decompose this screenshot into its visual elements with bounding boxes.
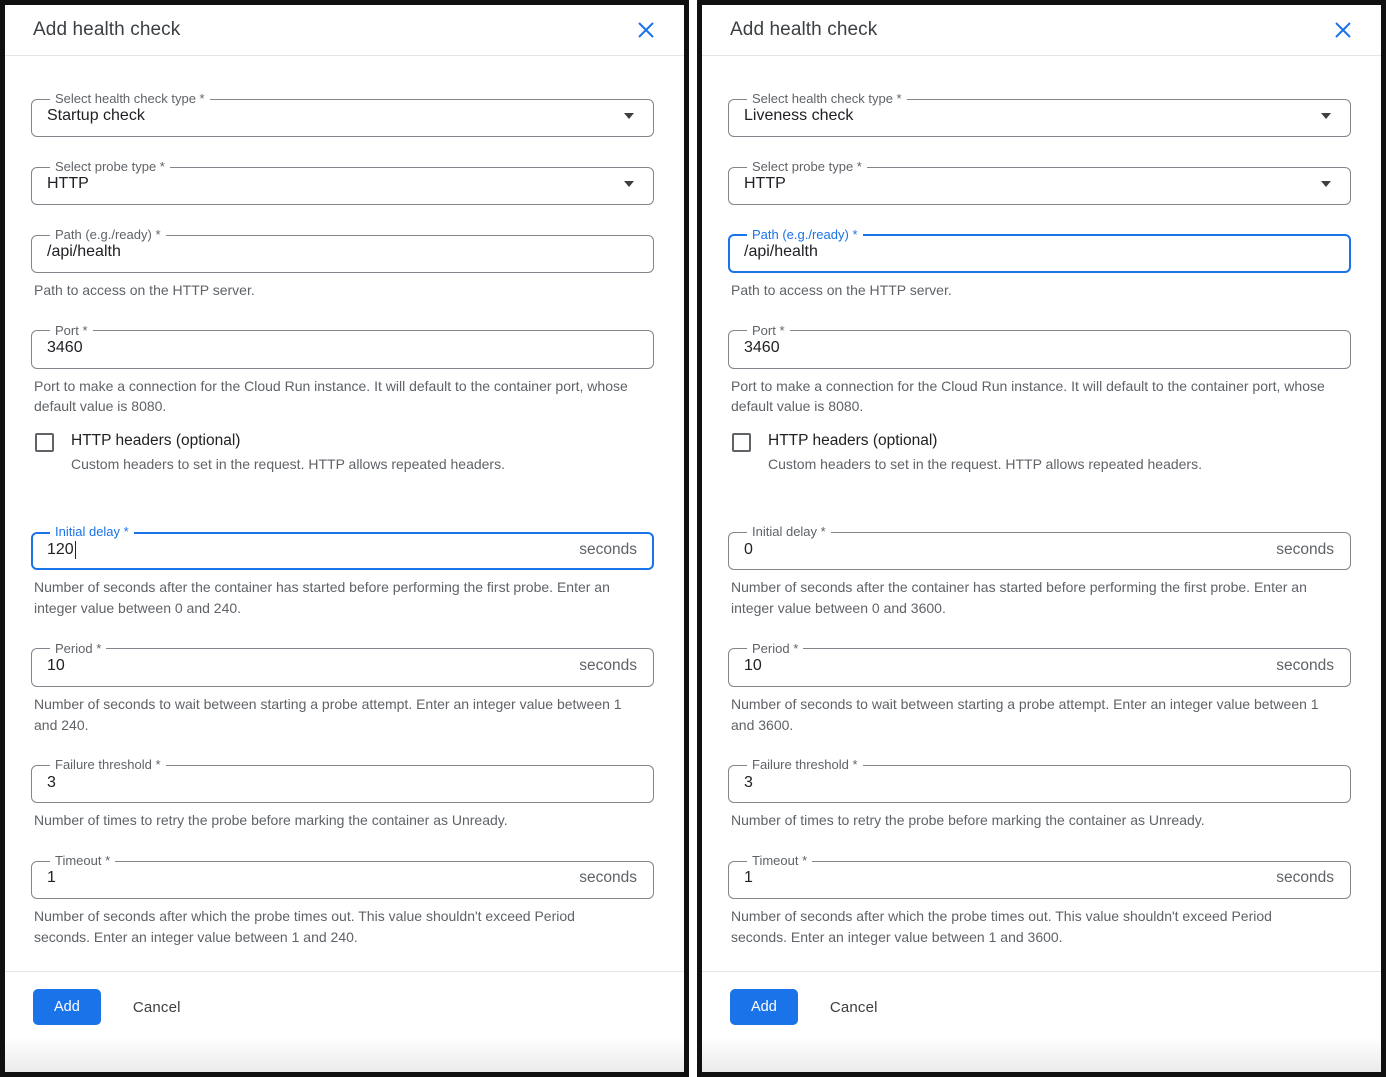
- timeout-value: 1: [744, 869, 753, 887]
- initial-delay-value: 120: [47, 540, 74, 558]
- close-icon: [637, 21, 655, 39]
- text-cursor: [75, 541, 77, 559]
- dialog-title: Add health check: [730, 19, 878, 40]
- http-headers-checkbox[interactable]: [35, 433, 54, 452]
- path-helper-text: Path to access on the HTTP server.: [34, 282, 255, 298]
- period-helper-text: Number of seconds to wait between starting a probe attempt. Enter an integer value between 1 and 3600.: [731, 695, 1319, 733]
- port-value: 3460: [47, 339, 83, 357]
- period-label: Period *: [55, 640, 102, 656]
- close-button[interactable]: [1331, 18, 1355, 42]
- failure-threshold-input[interactable]: [728, 758, 1351, 803]
- initial-delay-label: Initial delay *: [752, 524, 826, 540]
- port-input[interactable]: [728, 324, 1351, 369]
- path-label: Path (e.g./ready) *: [752, 227, 858, 242]
- probe-type-label: Select probe type *: [55, 159, 165, 174]
- port-helper-text: Port to make a connection for the Cloud Run instance. It will default to the container port, whose default value is 8080.: [731, 377, 1325, 415]
- cancel-button[interactable]: Cancel: [829, 998, 878, 1016]
- initial-delay-value: 0: [744, 540, 753, 558]
- health-check-type-label: Select health check type *: [752, 91, 902, 106]
- cancel-button[interactable]: Cancel: [132, 998, 181, 1016]
- add-button[interactable]: Add: [33, 989, 101, 1025]
- probe-type-select[interactable]: [728, 160, 1351, 205]
- health-check-type-select[interactable]: [728, 92, 1351, 137]
- close-button[interactable]: [634, 18, 658, 42]
- port-value: 3460: [744, 339, 780, 357]
- path-value: /api/health: [47, 243, 121, 261]
- failure-threshold-helper-text: Number of times to retry the probe before marking the container as Unready.: [34, 812, 508, 829]
- chevron-down-icon: [1321, 113, 1331, 119]
- initial-delay-input[interactable]: [728, 525, 1351, 570]
- close-icon: [1334, 21, 1352, 39]
- timeout-label: Timeout *: [752, 852, 808, 868]
- seconds-unit-label: seconds: [1276, 657, 1334, 675]
- seconds-unit-label: seconds: [579, 869, 637, 887]
- initial-delay-helper-text: Number of seconds after the container has started before performing the first probe. Enter an integer value between 0 and 240.: [34, 579, 610, 617]
- path-value: /api/health: [744, 243, 818, 261]
- failure-threshold-input[interactable]: [31, 758, 654, 803]
- port-helper-text: Port to make a connection for the Cloud Run instance. It will default to the container port, whose default value is 8080.: [34, 377, 628, 415]
- http-headers-label: HTTP headers (optional): [71, 432, 241, 450]
- path-label: Path (e.g./ready) *: [55, 227, 161, 242]
- failure-threshold-value: 3: [744, 773, 753, 791]
- failure-threshold-value: 3: [47, 773, 56, 791]
- period-value: 10: [47, 657, 65, 675]
- dialog-footer: [5, 971, 684, 1072]
- initial-delay-label: Initial delay *: [55, 524, 129, 540]
- dialog-header: [5, 5, 684, 56]
- path-input[interactable]: [31, 228, 654, 273]
- http-headers-checkbox[interactable]: [732, 433, 751, 452]
- failure-threshold-label: Failure threshold *: [55, 757, 161, 773]
- timeout-helper-text: Number of seconds after which the probe times out. This value shouldn't exceed Period seconds. Enter an integer value between 1 and 240.: [34, 907, 575, 945]
- health-check-type-value: Liveness check: [744, 107, 854, 125]
- health-check-type-select[interactable]: [31, 92, 654, 137]
- probe-type-value: HTTP: [47, 175, 89, 193]
- period-input[interactable]: [31, 642, 654, 687]
- http-headers-label: HTTP headers (optional): [768, 432, 938, 450]
- timeout-input[interactable]: [31, 854, 654, 899]
- chevron-down-icon: [624, 113, 634, 119]
- health-check-type-label: Select health check type *: [55, 91, 205, 106]
- port-label: Port *: [752, 322, 785, 338]
- probe-type-select[interactable]: [31, 160, 654, 205]
- dialog-add-health-check-liveness: [697, 0, 1386, 1077]
- http-headers-option: [35, 431, 654, 474]
- dialog-footer: [702, 971, 1381, 1072]
- seconds-unit-label: seconds: [1276, 869, 1334, 887]
- initial-delay-input[interactable]: [31, 525, 654, 570]
- port-input[interactable]: [31, 324, 654, 369]
- add-button[interactable]: Add: [730, 989, 798, 1025]
- period-value: 10: [744, 657, 762, 675]
- probe-type-value: HTTP: [744, 175, 786, 193]
- health-check-type-value: Startup check: [47, 107, 145, 125]
- initial-delay-helper-text: Number of seconds after the container has started before performing the first probe. Enter an integer value between 0 and 3600.: [731, 579, 1307, 617]
- seconds-unit-label: seconds: [579, 540, 637, 558]
- http-headers-option: [732, 431, 1351, 474]
- seconds-unit-label: seconds: [579, 657, 637, 675]
- period-input[interactable]: [728, 642, 1351, 687]
- failure-threshold-label: Failure threshold *: [752, 757, 858, 773]
- dialog-body: [5, 56, 684, 971]
- http-headers-helper-text: Custom headers to set in the request. HTTP allows repeated headers.: [768, 456, 1202, 473]
- seconds-unit-label: seconds: [1276, 540, 1334, 558]
- port-label: Port *: [55, 322, 88, 338]
- timeout-input[interactable]: [728, 854, 1351, 899]
- timeout-value: 1: [47, 869, 56, 887]
- period-label: Period *: [752, 640, 799, 656]
- failure-threshold-helper-text: Number of times to retry the probe before marking the container as Unready.: [731, 812, 1205, 829]
- scroll-shadow: [702, 1037, 1381, 1072]
- chevron-down-icon: [1321, 181, 1331, 187]
- chevron-down-icon: [624, 181, 634, 187]
- dialog-title: Add health check: [33, 19, 181, 40]
- scroll-shadow: [5, 1037, 684, 1072]
- timeout-label: Timeout *: [55, 852, 111, 868]
- dialog-add-health-check-startup: [0, 0, 689, 1077]
- period-helper-text: Number of seconds to wait between starting a probe attempt. Enter an integer value between 1 and 240.: [34, 695, 622, 733]
- dialog-body: [702, 56, 1381, 971]
- path-helper-text: Path to access on the HTTP server.: [731, 282, 952, 298]
- dialog-header: [702, 5, 1381, 56]
- probe-type-label: Select probe type *: [752, 159, 862, 174]
- timeout-helper-text: Number of seconds after which the probe times out. This value shouldn't exceed Period seconds. Enter an integer value between 1 and 3600.: [731, 907, 1272, 945]
- http-headers-helper-text: Custom headers to set in the request. HTTP allows repeated headers.: [71, 456, 505, 473]
- path-input[interactable]: [728, 228, 1351, 273]
